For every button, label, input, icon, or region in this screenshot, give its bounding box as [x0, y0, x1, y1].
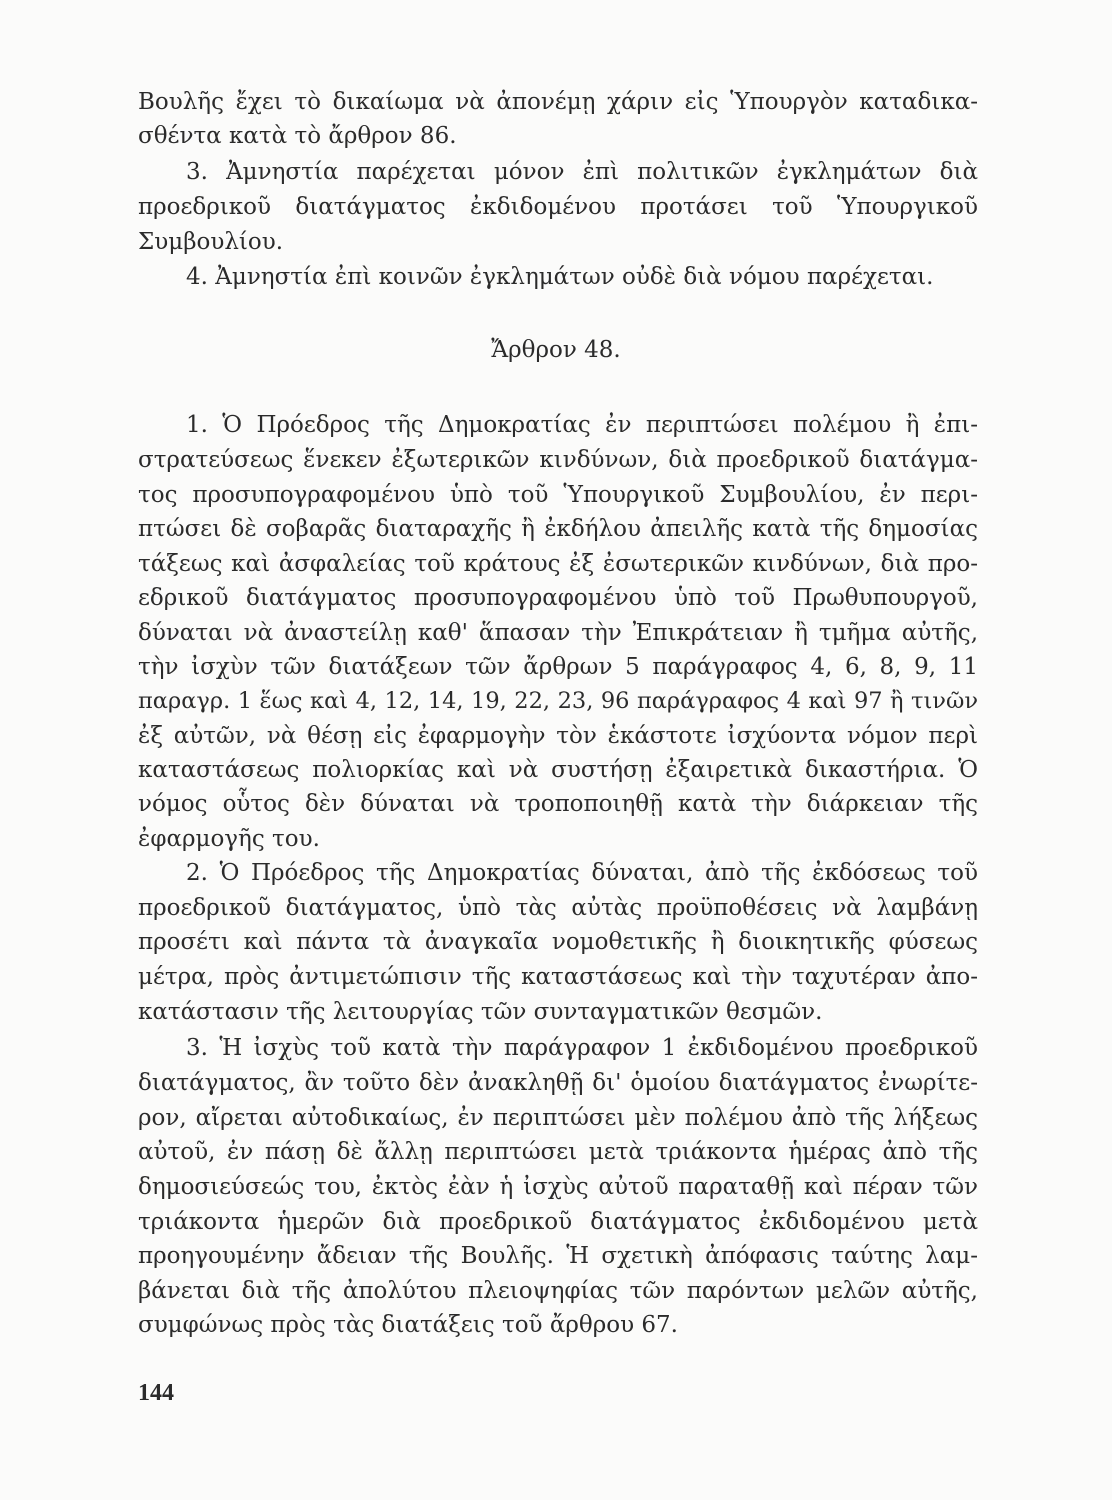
text-line: στρατεύσεως ἕνεκεν ἐξωτερικῶν κινδύνων, διὰ προεδρικοῦ διατάγμα- — [138, 447, 978, 473]
text-line: ρον, αἴρεται αὐτοδικαίως, ἐν περιπτώσει μὲν πολέμου ἀπὸ τῆς λήξεως — [138, 1105, 978, 1131]
page-number: 144 — [138, 1380, 174, 1406]
text-line: βάνεται διὰ τῆς ἀπολύτου πλειοψηφίας τῶν παρόντων μελῶν αὐτῆς, — [138, 1278, 978, 1304]
text-line: νόμος οὗτος δὲν δύναται νὰ τροποποιηθῇ κατὰ τὴν διάρκειαν τῆς — [138, 791, 978, 817]
text-line: τὴν ἰσχὺν τῶν διατάξεων τῶν ἄρθρων 5 παράγραφος 4, 6, 8, 9, 11 — [138, 654, 978, 680]
text-line: 1. Ὁ Πρόεδρος τῆς Δημοκρατίας ἐν περιπτώσει πολέμου ἢ ἐπι- — [186, 412, 978, 438]
text-line: ἐξ αὐτῶν, νὰ θέσῃ εἰς ἐφαρμογὴν τὸν ἑκάστοτε ἰσχύοντα νόμον περὶ — [138, 723, 978, 749]
text-line: προεδρικοῦ διατάγματος ἐκδιδομένου προτάσει τοῦ Ὑπουργικοῦ — [138, 194, 978, 220]
text-line: κατάστασιν τῆς λειτουργίας τῶν συνταγματικῶν θεσμῶν. — [138, 999, 823, 1025]
text-line: Βουλῆς ἔχει τὸ δικαίωμα νὰ ἀπονέμῃ χάριν εἰς Ὑπουργὸν καταδικα- — [138, 89, 978, 115]
text-line: Συμβουλίου. — [138, 229, 284, 255]
text-line: 2. Ὁ Πρόεδρος τῆς Δημοκρατίας δύναται, ἀπὸ τῆς ἐκδόσεως τοῦ — [186, 860, 978, 886]
text-line: σθέντα κατὰ τὸ ἄρθρον 86. — [138, 123, 457, 149]
text-line: 3. Ἡ ἰσχὺς τοῦ κατὰ τὴν παράγραφον 1 ἐκδιδομένου προεδρικοῦ — [186, 1035, 978, 1061]
text-line: διατάγματος, ἂν τοῦτο δὲν ἀνακληθῇ δι' ὁμοίου διατάγματος ἐνωρίτε- — [138, 1070, 978, 1096]
text-line: προηγουμένην ἄδειαν τῆς Βουλῆς. Ἡ σχετικὴ ἀπόφασις ταύτης λαμ- — [138, 1243, 978, 1269]
text-line: δημοσιεύσεώς του, ἐκτὸς ἐὰν ἡ ἰσχὺς αὐτοῦ παραταθῇ καὶ πέραν τῶν — [138, 1174, 978, 1200]
text-line: συμφώνως πρὸς τὰς διατάξεις τοῦ ἄρθρου 67. — [138, 1312, 678, 1338]
text-line: 4. Ἀμνηστία ἐπὶ κοινῶν ἐγκλημάτων οὐδὲ διὰ νόμου παρέχεται. — [186, 264, 934, 290]
text-line: μέτρα, πρὸς ἀντιμετώπισιν τῆς καταστάσεως καὶ τὴν ταχυτέραν ἀπο- — [138, 964, 978, 990]
text-line: προσέτι καὶ πάντα τὰ ἀναγκαῖα νομοθετικῆς ἢ διοικητικῆς φύσεως — [138, 929, 978, 955]
article-heading: Ἄρθρον 48. — [491, 337, 621, 363]
text-line: δύναται νὰ ἀναστείλῃ καθ' ἅπασαν τὴν Ἐπικράτειαν ἢ τμῆμα αὐτῆς, — [138, 620, 978, 646]
text-line: πτώσει δὲ σοβαρᾶς διαταραχῆς ἢ ἐκδήλου ἀπειλῆς κατὰ τῆς δημοσίας — [138, 516, 978, 542]
text-line: αὐτοῦ, ἐν πάσῃ δὲ ἄλλῃ περιπτώσει μετὰ τριάκοντα ἡμέρας ἀπὸ τῆς — [138, 1139, 978, 1165]
text-line: τος προσυπογραφομένου ὑπὸ τοῦ Ὑπουργικοῦ Συμβουλίου, ἐν περι- — [138, 482, 978, 508]
text-line: 3. Ἀμνηστία παρέχεται μόνον ἐπὶ πολιτικῶν ἐγκλημάτων διὰ — [186, 159, 978, 185]
text-line: καταστάσεως πολιορκίας καὶ νὰ συστήσῃ ἐξαιρετικὰ δικαστήρια. Ὁ — [138, 757, 978, 783]
text-line: παραγρ. 1 ἕως καὶ 4, 12, 14, 19, 22, 23, 96 παράγραφος 4 καὶ 97 ἢ τινῶν — [138, 688, 978, 714]
text-line: προεδρικοῦ διατάγματος, ὑπὸ τὰς αὐτὰς προϋποθέσεις νὰ λαμβάνῃ — [138, 895, 978, 921]
text-line: τάξεως καὶ ἀσφαλείας τοῦ κράτους ἐξ ἐσωτερικῶν κινδύνων, διὰ προ- — [138, 551, 978, 577]
text-line: τριάκοντα ἡμερῶν διὰ προεδρικοῦ διατάγματος ἐκδιδομένου μετὰ — [138, 1209, 978, 1235]
text-line: εδρικοῦ διατάγματος προσυπογραφομένου ὑπὸ τοῦ Πρωθυπουργοῦ, — [138, 585, 978, 611]
text-line: ἐφαρμογῆς του. — [138, 826, 320, 852]
